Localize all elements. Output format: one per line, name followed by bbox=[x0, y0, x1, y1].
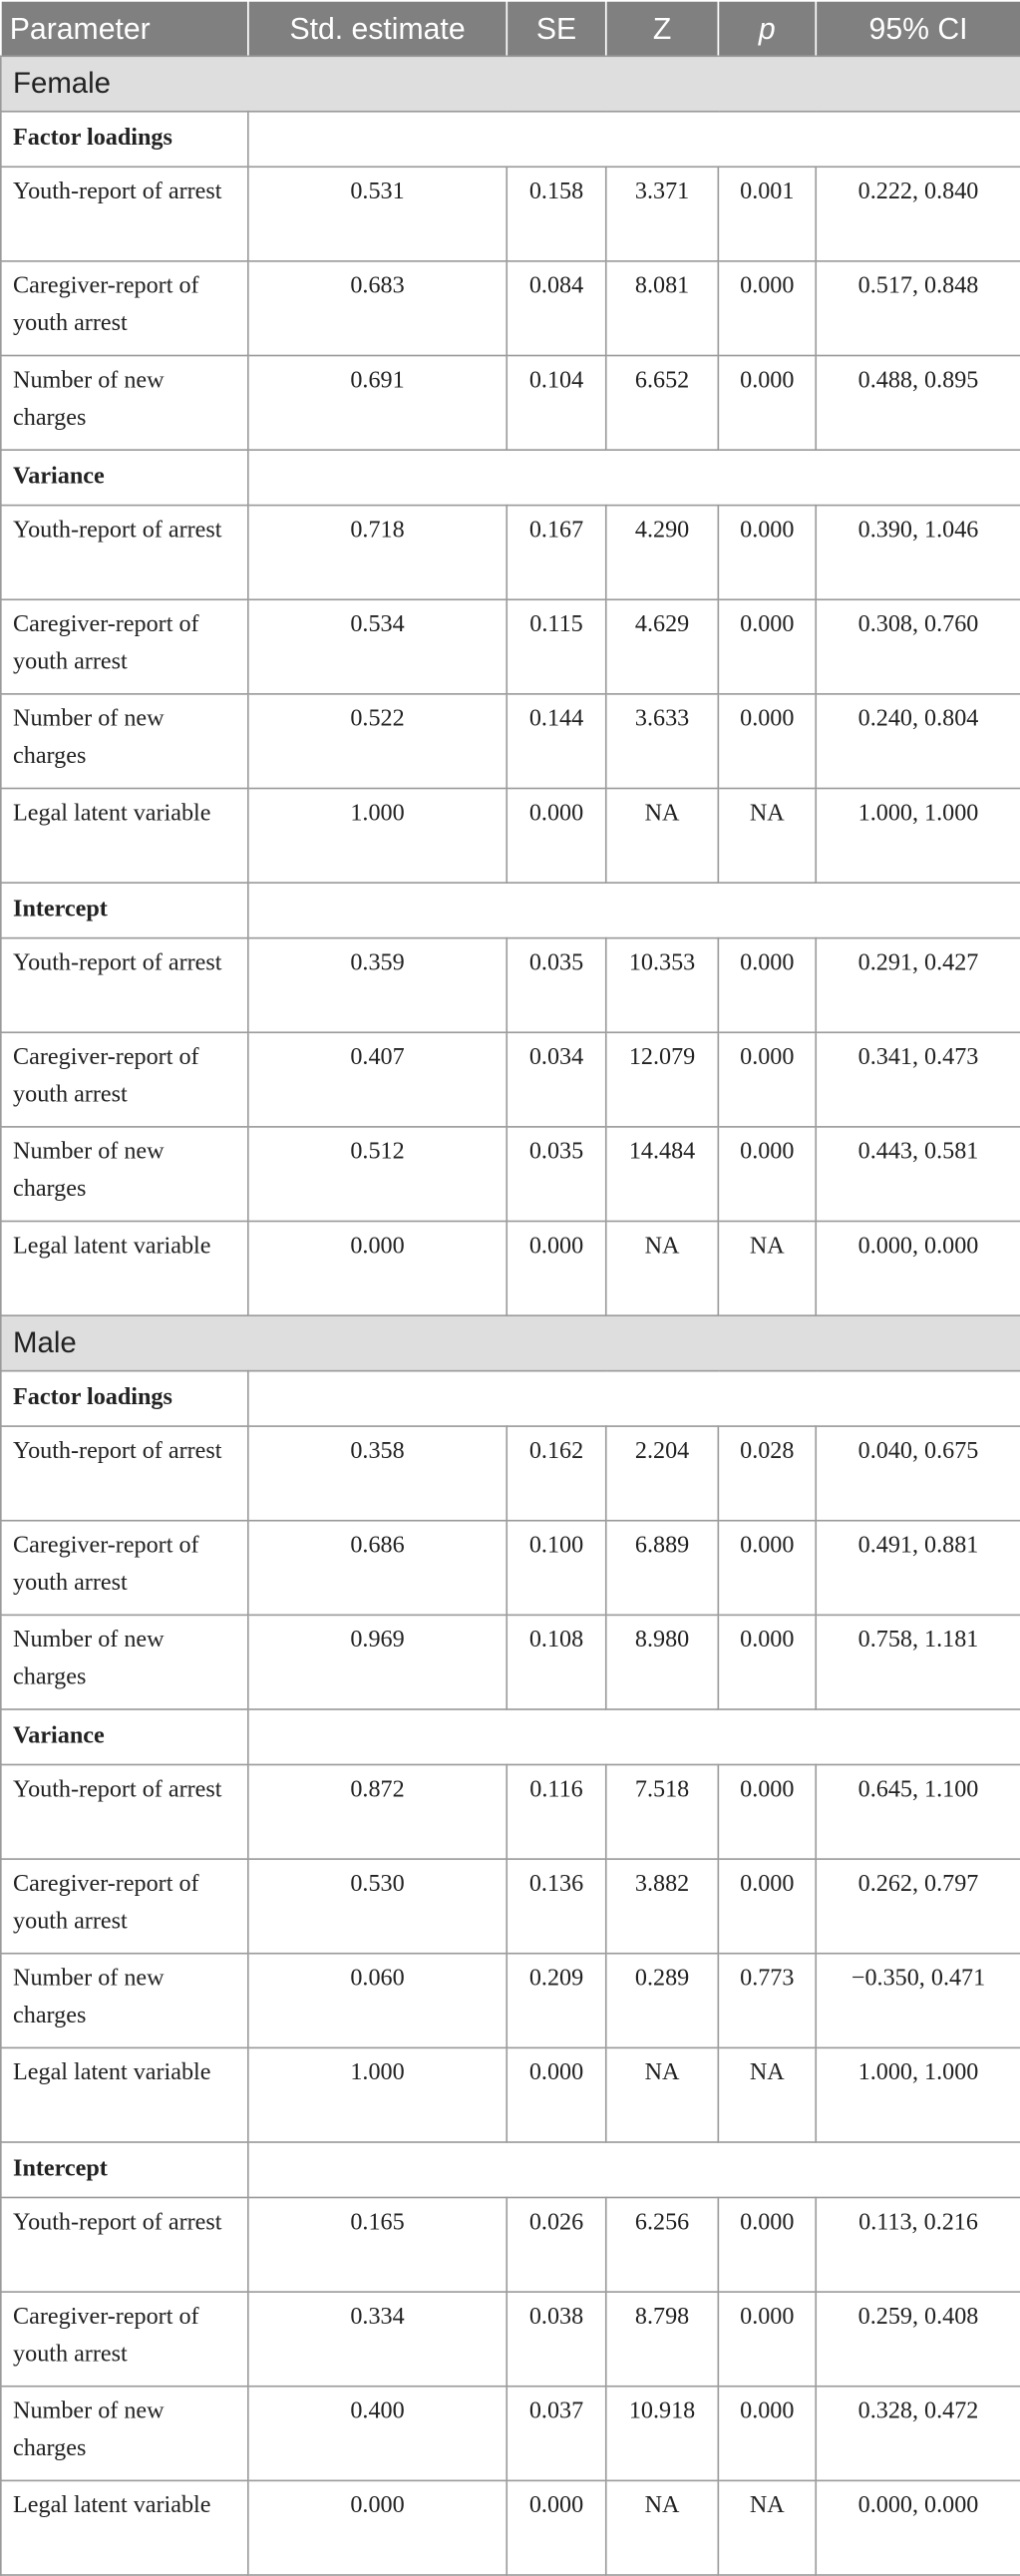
se-cell: 0.000 bbox=[507, 2480, 606, 2575]
ci-cell: 0.328, 0.472 bbox=[816, 2387, 1020, 2481]
ci-cell: 1.000, 1.000 bbox=[816, 2047, 1020, 2142]
p-cell: NA bbox=[718, 2047, 816, 2142]
header-se: SE bbox=[507, 1, 606, 56]
se-cell: 0.084 bbox=[507, 261, 606, 356]
se-cell: 0.100 bbox=[507, 1521, 606, 1616]
se-cell: 0.108 bbox=[507, 1615, 606, 1709]
ci-cell: 0.259, 0.408 bbox=[816, 2292, 1020, 2387]
ci-cell: 0.758, 1.181 bbox=[816, 1615, 1020, 1709]
ci-cell: 0.222, 0.840 bbox=[816, 167, 1020, 261]
table-row bbox=[1, 1615, 1020, 1709]
ci-cell: 0.491, 0.881 bbox=[816, 1521, 1020, 1616]
std-estimate-cell: 0.522 bbox=[248, 694, 507, 789]
z-cell: NA bbox=[606, 789, 719, 884]
section-spacer bbox=[248, 2142, 1020, 2197]
z-cell: NA bbox=[606, 1222, 719, 1316]
se-cell: 0.158 bbox=[507, 167, 606, 261]
z-cell: 8.798 bbox=[606, 2292, 719, 2387]
ci-cell: 0.113, 0.216 bbox=[816, 2197, 1020, 2292]
se-cell: 0.034 bbox=[507, 1032, 606, 1127]
parameter-cell: Number of new charges bbox=[1, 1954, 248, 2048]
table-row bbox=[1, 2047, 1020, 2142]
table-row bbox=[1, 1859, 1020, 1954]
std-estimate-cell: 0.531 bbox=[248, 167, 507, 261]
std-estimate-cell: 0.512 bbox=[248, 1127, 507, 1222]
table-row bbox=[1, 2480, 1020, 2575]
section-spacer bbox=[248, 1371, 1020, 1426]
std-estimate-cell: 0.686 bbox=[248, 1521, 507, 1616]
section-label: Intercept bbox=[1, 2142, 248, 2197]
ci-cell: 0.443, 0.581 bbox=[816, 1127, 1020, 1222]
se-cell: 0.136 bbox=[507, 1859, 606, 1954]
z-cell: NA bbox=[606, 2480, 719, 2575]
table-row bbox=[1, 599, 1020, 694]
se-cell: 0.167 bbox=[507, 506, 606, 600]
z-cell: 10.918 bbox=[606, 2387, 719, 2481]
ci-cell: 0.517, 0.848 bbox=[816, 261, 1020, 356]
z-cell: 3.371 bbox=[606, 167, 719, 261]
p-cell: 0.001 bbox=[718, 167, 816, 261]
section-spacer bbox=[248, 1709, 1020, 1764]
p-cell: 0.000 bbox=[718, 1859, 816, 1954]
section-label: Factor loadings bbox=[1, 112, 248, 167]
header-95-ci: 95% CI bbox=[816, 1, 1020, 56]
std-estimate-cell: 0.534 bbox=[248, 599, 507, 694]
table-row bbox=[1, 1032, 1020, 1127]
ci-cell: 0.000, 0.000 bbox=[816, 1222, 1020, 1316]
table-row bbox=[1, 2197, 1020, 2292]
p-cell: 0.000 bbox=[718, 938, 816, 1033]
table-row bbox=[1, 1426, 1020, 1521]
z-cell: 0.289 bbox=[606, 1954, 719, 2048]
p-cell: 0.773 bbox=[718, 1954, 816, 2048]
z-cell: 6.256 bbox=[606, 2197, 719, 2292]
std-estimate-cell: 0.400 bbox=[248, 2387, 507, 2481]
header-parameter: Parameter bbox=[1, 1, 248, 56]
z-cell: 6.652 bbox=[606, 356, 719, 451]
z-cell: NA bbox=[606, 2047, 719, 2142]
section-row bbox=[1, 883, 1020, 937]
se-cell: 0.115 bbox=[507, 599, 606, 694]
p-cell: 0.000 bbox=[718, 1127, 816, 1222]
table-row bbox=[1, 1127, 1020, 1222]
parameter-cell: Legal latent variable bbox=[1, 789, 248, 884]
se-cell: 0.000 bbox=[507, 1222, 606, 1316]
z-cell: 8.081 bbox=[606, 261, 719, 356]
parameter-cell: Youth-report of arrest bbox=[1, 167, 248, 261]
parameter-cell: Number of new charges bbox=[1, 2387, 248, 2481]
ci-cell: 0.341, 0.473 bbox=[816, 1032, 1020, 1127]
p-cell: 0.000 bbox=[718, 506, 816, 600]
z-cell: 8.980 bbox=[606, 1615, 719, 1709]
table-row bbox=[1, 789, 1020, 884]
section-row bbox=[1, 1371, 1020, 1426]
z-cell: 3.882 bbox=[606, 1859, 719, 1954]
p-cell: 0.000 bbox=[718, 694, 816, 789]
ci-cell: 0.000, 0.000 bbox=[816, 2480, 1020, 2575]
table-row bbox=[1, 1521, 1020, 1616]
p-cell: 0.000 bbox=[718, 1615, 816, 1709]
z-cell: 14.484 bbox=[606, 1127, 719, 1222]
z-cell: 3.633 bbox=[606, 694, 719, 789]
parameter-cell: Youth-report of arrest bbox=[1, 1764, 248, 1859]
parameter-cell: Youth-report of arrest bbox=[1, 506, 248, 600]
section-row bbox=[1, 2142, 1020, 2197]
section-label: Variance bbox=[1, 450, 248, 505]
std-estimate-cell: 1.000 bbox=[248, 789, 507, 884]
parameter-cell: Number of new charges bbox=[1, 356, 248, 451]
std-estimate-cell: 0.334 bbox=[248, 2292, 507, 2387]
group-label: Female bbox=[1, 56, 1020, 111]
p-cell: 0.000 bbox=[718, 356, 816, 451]
se-cell: 0.104 bbox=[507, 356, 606, 451]
p-cell: NA bbox=[718, 1222, 816, 1316]
ci-cell: 0.390, 1.046 bbox=[816, 506, 1020, 600]
std-estimate-cell: 0.407 bbox=[248, 1032, 507, 1127]
parameter-cell: Legal latent variable bbox=[1, 1222, 248, 1316]
se-cell: 0.038 bbox=[507, 2292, 606, 2387]
table-row bbox=[1, 2292, 1020, 2387]
table-row bbox=[1, 694, 1020, 789]
z-cell: 12.079 bbox=[606, 1032, 719, 1127]
p-cell: 0.000 bbox=[718, 2387, 816, 2481]
parameter-cell: Number of new charges bbox=[1, 694, 248, 789]
table-row bbox=[1, 2387, 1020, 2481]
parameter-cell: Caregiver-report of youth arrest bbox=[1, 2292, 248, 2387]
section-spacer bbox=[248, 883, 1020, 937]
ci-cell: 0.240, 0.804 bbox=[816, 694, 1020, 789]
p-cell: 0.000 bbox=[718, 1764, 816, 1859]
section-row bbox=[1, 1709, 1020, 1764]
section-spacer bbox=[248, 450, 1020, 505]
header-row bbox=[1, 1, 1020, 56]
se-cell: 0.162 bbox=[507, 1426, 606, 1521]
ci-cell: 0.291, 0.427 bbox=[816, 938, 1020, 1033]
se-cell: 0.144 bbox=[507, 694, 606, 789]
se-cell: 0.035 bbox=[507, 938, 606, 1033]
z-cell: 6.889 bbox=[606, 1521, 719, 1616]
header-std-estimate: Std. estimate bbox=[248, 1, 507, 56]
section-label: Factor loadings bbox=[1, 1371, 248, 1426]
table-row bbox=[1, 1764, 1020, 1859]
std-estimate-cell: 0.718 bbox=[248, 506, 507, 600]
se-cell: 0.026 bbox=[507, 2197, 606, 2292]
std-estimate-cell: 0.359 bbox=[248, 938, 507, 1033]
group-label: Male bbox=[1, 1315, 1020, 1370]
parameter-cell: Caregiver-report of youth arrest bbox=[1, 261, 248, 356]
section-label: Variance bbox=[1, 1709, 248, 1764]
section-row bbox=[1, 112, 1020, 167]
p-cell: 0.000 bbox=[718, 2292, 816, 2387]
ci-cell: 0.040, 0.675 bbox=[816, 1426, 1020, 1521]
p-cell: 0.000 bbox=[718, 599, 816, 694]
section-spacer bbox=[248, 112, 1020, 167]
header-p bbox=[718, 1, 816, 56]
table-row bbox=[1, 506, 1020, 600]
parameter-cell: Number of new charges bbox=[1, 1127, 248, 1222]
table-row bbox=[1, 1954, 1020, 2048]
group-row bbox=[1, 1315, 1020, 1370]
std-estimate-cell: 0.872 bbox=[248, 1764, 507, 1859]
parameter-cell: Youth-report of arrest bbox=[1, 938, 248, 1033]
parameter-cell: Legal latent variable bbox=[1, 2047, 248, 2142]
p-cell: 0.000 bbox=[718, 1521, 816, 1616]
se-cell: 0.000 bbox=[507, 789, 606, 884]
std-estimate-cell: 0.358 bbox=[248, 1426, 507, 1521]
std-estimate-cell: 0.683 bbox=[248, 261, 507, 356]
table-body bbox=[1, 56, 1020, 2575]
std-estimate-cell: 0.165 bbox=[248, 2197, 507, 2292]
table-row bbox=[1, 356, 1020, 451]
z-cell: 4.290 bbox=[606, 506, 719, 600]
p-cell: 0.000 bbox=[718, 1032, 816, 1127]
parameter-cell: Number of new charges bbox=[1, 1615, 248, 1709]
section-row bbox=[1, 450, 1020, 505]
parameter-cell: Caregiver-report of youth arrest bbox=[1, 599, 248, 694]
se-cell: 0.000 bbox=[507, 2047, 606, 2142]
ci-cell: 0.262, 0.797 bbox=[816, 1859, 1020, 1954]
p-cell: NA bbox=[718, 2480, 816, 2575]
std-estimate-cell: 0.530 bbox=[248, 1859, 507, 1954]
p-cell: 0.028 bbox=[718, 1426, 816, 1521]
ci-cell: −0.350, 0.471 bbox=[816, 1954, 1020, 2048]
std-estimate-cell: 1.000 bbox=[248, 2047, 507, 2142]
ci-cell: 1.000, 1.000 bbox=[816, 789, 1020, 884]
table-row bbox=[1, 938, 1020, 1033]
parameter-cell: Youth-report of arrest bbox=[1, 2197, 248, 2292]
parameter-cell: Legal latent variable bbox=[1, 2480, 248, 2575]
p-cell: 0.000 bbox=[718, 2197, 816, 2292]
group-row bbox=[1, 56, 1020, 111]
section-label: Intercept bbox=[1, 883, 248, 937]
std-estimate-cell: 0.000 bbox=[248, 1222, 507, 1316]
std-estimate-cell: 0.691 bbox=[248, 356, 507, 451]
std-estimate-cell: 0.060 bbox=[248, 1954, 507, 2048]
table-row bbox=[1, 167, 1020, 261]
parameter-cell: Caregiver-report of youth arrest bbox=[1, 1521, 248, 1616]
table-row bbox=[1, 1222, 1020, 1316]
z-cell: 7.518 bbox=[606, 1764, 719, 1859]
p-cell: 0.000 bbox=[718, 261, 816, 356]
se-cell: 0.116 bbox=[507, 1764, 606, 1859]
se-cell: 0.037 bbox=[507, 2387, 606, 2481]
parameter-cell: Youth-report of arrest bbox=[1, 1426, 248, 1521]
se-cell: 0.035 bbox=[507, 1127, 606, 1222]
header-z: Z bbox=[606, 1, 719, 56]
ci-cell: 0.645, 1.100 bbox=[816, 1764, 1020, 1859]
std-estimate-cell: 0.969 bbox=[248, 1615, 507, 1709]
z-cell: 4.629 bbox=[606, 599, 719, 694]
parameter-cell: Caregiver-report of youth arrest bbox=[1, 1859, 248, 1954]
z-cell: 10.353 bbox=[606, 938, 719, 1033]
se-cell: 0.209 bbox=[507, 1954, 606, 2048]
z-cell: 2.204 bbox=[606, 1426, 719, 1521]
ci-cell: 0.488, 0.895 bbox=[816, 356, 1020, 451]
std-estimate-cell: 0.000 bbox=[248, 2480, 507, 2575]
parameter-cell: Caregiver-report of youth arrest bbox=[1, 1032, 248, 1127]
table-row bbox=[1, 261, 1020, 356]
ci-cell: 0.308, 0.760 bbox=[816, 599, 1020, 694]
p-cell: NA bbox=[718, 789, 816, 884]
header-p-label: p bbox=[758, 10, 776, 45]
